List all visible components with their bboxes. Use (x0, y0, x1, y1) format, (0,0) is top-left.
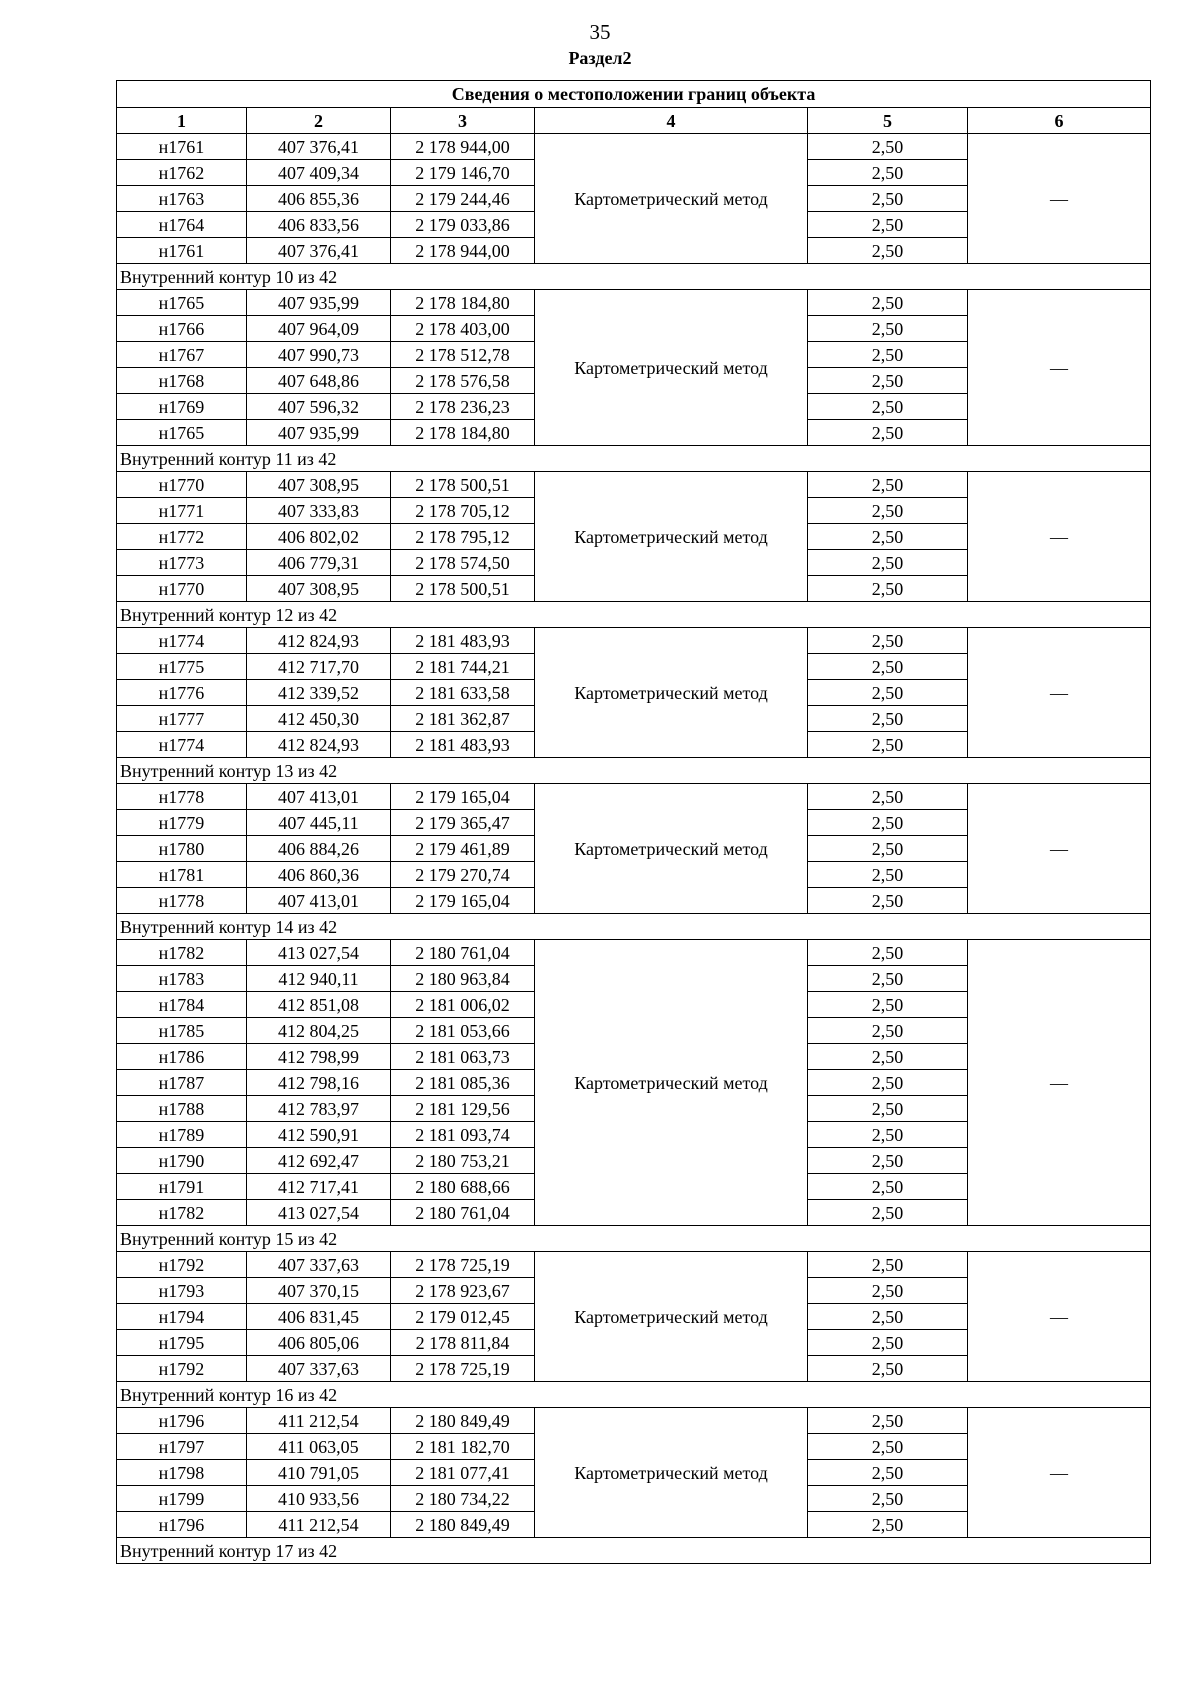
x-coordinate-cell: 407 370,15 (247, 1278, 391, 1304)
y-coordinate-cell: 2 178 576,58 (391, 368, 535, 394)
y-coordinate-cell: 2 180 849,49 (391, 1408, 535, 1434)
point-name-cell: н1789 (117, 1122, 247, 1148)
y-coordinate-cell: 2 178 705,12 (391, 498, 535, 524)
point-name-cell: н1777 (117, 706, 247, 732)
x-coordinate-cell: 412 798,16 (247, 1070, 391, 1096)
x-coordinate-cell: 412 717,70 (247, 654, 391, 680)
method-cell: Картометрический метод (535, 134, 808, 264)
point-name-cell: н1796 (117, 1408, 247, 1434)
accuracy-cell: 2,50 (808, 732, 968, 758)
point-name-cell: н1764 (117, 212, 247, 238)
accuracy-cell: 2,50 (808, 1278, 968, 1304)
y-coordinate-cell: 2 178 236,23 (391, 394, 535, 420)
x-coordinate-cell: 407 409,34 (247, 160, 391, 186)
accuracy-cell: 2,50 (808, 394, 968, 420)
section-title: Раздел2 (568, 48, 632, 68)
point-name-cell: н1784 (117, 992, 247, 1018)
table-row (117, 784, 1151, 810)
x-coordinate-cell: 407 376,41 (247, 238, 391, 264)
y-coordinate-cell: 2 178 923,67 (391, 1278, 535, 1304)
point-name-cell: н1779 (117, 810, 247, 836)
accuracy-cell: 2,50 (808, 706, 968, 732)
table-title: Сведения о местоположении границ объекта (117, 81, 1151, 108)
x-coordinate-cell: 412 717,41 (247, 1174, 391, 1200)
method-cell: Картометрический метод (535, 1408, 808, 1538)
point-name-cell: н1774 (117, 628, 247, 654)
column6-cell: — (968, 290, 1151, 446)
accuracy-cell: 2,50 (808, 134, 968, 160)
method-cell: Картометрический метод (535, 628, 808, 758)
y-coordinate-cell: 2 178 944,00 (391, 134, 535, 160)
y-coordinate-cell: 2 180 753,21 (391, 1148, 535, 1174)
y-coordinate-cell: 2 179 165,04 (391, 784, 535, 810)
point-name-cell: н1794 (117, 1304, 247, 1330)
point-name-cell: н1765 (117, 290, 247, 316)
accuracy-cell: 2,50 (808, 1408, 968, 1434)
accuracy-cell: 2,50 (808, 1044, 968, 1070)
accuracy-cell: 2,50 (808, 1174, 968, 1200)
column-header: 5 (808, 108, 968, 134)
x-coordinate-cell: 407 376,41 (247, 134, 391, 160)
x-coordinate-cell: 407 333,83 (247, 498, 391, 524)
point-name-cell: н1770 (117, 576, 247, 602)
y-coordinate-cell: 2 181 362,87 (391, 706, 535, 732)
table-row (117, 940, 1151, 966)
y-coordinate-cell: 2 178 500,51 (391, 576, 535, 602)
y-coordinate-cell: 2 179 270,74 (391, 862, 535, 888)
column-header: 4 (535, 108, 808, 134)
point-name-cell: н1771 (117, 498, 247, 524)
point-name-cell: н1786 (117, 1044, 247, 1070)
contour-label-row (117, 264, 1151, 290)
point-name-cell: н1782 (117, 1200, 247, 1226)
accuracy-cell: 2,50 (808, 186, 968, 212)
accuracy-cell: 2,50 (808, 628, 968, 654)
contour-label: Внутренний контур 16 из 42 (117, 1382, 1151, 1408)
y-coordinate-cell: 2 179 146,70 (391, 160, 535, 186)
x-coordinate-cell: 406 802,02 (247, 524, 391, 550)
point-name-cell: н1791 (117, 1174, 247, 1200)
x-coordinate-cell: 407 596,32 (247, 394, 391, 420)
accuracy-cell: 2,50 (808, 420, 968, 446)
point-name-cell: н1796 (117, 1512, 247, 1538)
x-coordinate-cell: 412 590,91 (247, 1122, 391, 1148)
accuracy-cell: 2,50 (808, 862, 968, 888)
table-row (117, 1252, 1151, 1278)
contour-label-row (117, 602, 1151, 628)
y-coordinate-cell: 2 181 633,58 (391, 680, 535, 706)
point-name-cell: н1793 (117, 1278, 247, 1304)
table-title-row (117, 81, 1151, 108)
point-name-cell: н1761 (117, 134, 247, 160)
y-coordinate-cell: 2 178 944,00 (391, 238, 535, 264)
accuracy-cell: 2,50 (808, 810, 968, 836)
x-coordinate-cell: 406 855,36 (247, 186, 391, 212)
y-coordinate-cell: 2 181 085,36 (391, 1070, 535, 1096)
y-coordinate-cell: 2 178 500,51 (391, 472, 535, 498)
accuracy-cell: 2,50 (808, 992, 968, 1018)
point-name-cell: н1767 (117, 342, 247, 368)
accuracy-cell: 2,50 (808, 238, 968, 264)
contour-label: Внутренний контур 17 из 42 (117, 1538, 1151, 1564)
point-name-cell: н1785 (117, 1018, 247, 1044)
accuracy-cell: 2,50 (808, 836, 968, 862)
point-name-cell: н1778 (117, 888, 247, 914)
x-coordinate-cell: 412 851,08 (247, 992, 391, 1018)
accuracy-cell: 2,50 (808, 1096, 968, 1122)
contour-label: Внутренний контур 13 из 42 (117, 758, 1151, 784)
point-name-cell: н1763 (117, 186, 247, 212)
accuracy-cell: 2,50 (808, 1200, 968, 1226)
column6-cell: — (968, 472, 1151, 602)
contour-label: Внутренний контур 15 из 42 (117, 1226, 1151, 1252)
x-coordinate-cell: 411 212,54 (247, 1512, 391, 1538)
point-name-cell: н1770 (117, 472, 247, 498)
y-coordinate-cell: 2 178 725,19 (391, 1252, 535, 1278)
y-coordinate-cell: 2 178 725,19 (391, 1356, 535, 1382)
method-cell: Картометрический метод (535, 1252, 808, 1382)
y-coordinate-cell: 2 181 006,02 (391, 992, 535, 1018)
accuracy-cell: 2,50 (808, 1356, 968, 1382)
contour-label: Внутренний контур 11 из 42 (117, 446, 1151, 472)
y-coordinate-cell: 2 181 483,93 (391, 628, 535, 654)
method-cell: Картометрический метод (535, 940, 808, 1226)
accuracy-cell: 2,50 (808, 576, 968, 602)
point-name-cell: н1762 (117, 160, 247, 186)
x-coordinate-cell: 410 791,05 (247, 1460, 391, 1486)
column6-cell: — (968, 784, 1151, 914)
y-coordinate-cell: 2 178 184,80 (391, 290, 535, 316)
accuracy-cell: 2,50 (808, 654, 968, 680)
method-cell: Картометрический метод (535, 784, 808, 914)
table-row (117, 290, 1151, 316)
point-name-cell: н1795 (117, 1330, 247, 1356)
y-coordinate-cell: 2 178 811,84 (391, 1330, 535, 1356)
y-coordinate-cell: 2 178 512,78 (391, 342, 535, 368)
x-coordinate-cell: 412 824,93 (247, 628, 391, 654)
point-name-cell: н1792 (117, 1356, 247, 1382)
column6-cell: — (968, 1408, 1151, 1538)
accuracy-cell: 2,50 (808, 1148, 968, 1174)
y-coordinate-cell: 2 181 063,73 (391, 1044, 535, 1070)
contour-label: Внутренний контур 14 из 42 (117, 914, 1151, 940)
x-coordinate-cell: 407 413,01 (247, 784, 391, 810)
point-name-cell: н1792 (117, 1252, 247, 1278)
x-coordinate-cell: 407 935,99 (247, 290, 391, 316)
y-coordinate-cell: 2 180 688,66 (391, 1174, 535, 1200)
page-number: 35 (589, 20, 611, 44)
column6-cell: — (968, 628, 1151, 758)
accuracy-cell: 2,50 (808, 342, 968, 368)
y-coordinate-cell: 2 181 053,66 (391, 1018, 535, 1044)
x-coordinate-cell: 406 884,26 (247, 836, 391, 862)
accuracy-cell: 2,50 (808, 1330, 968, 1356)
point-name-cell: н1776 (117, 680, 247, 706)
accuracy-cell: 2,50 (808, 290, 968, 316)
point-name-cell: н1799 (117, 1486, 247, 1512)
y-coordinate-cell: 2 179 033,86 (391, 212, 535, 238)
y-coordinate-cell: 2 179 244,46 (391, 186, 535, 212)
y-coordinate-cell: 2 180 761,04 (391, 1200, 535, 1226)
x-coordinate-cell: 407 337,63 (247, 1356, 391, 1382)
y-coordinate-cell: 2 181 483,93 (391, 732, 535, 758)
accuracy-cell: 2,50 (808, 498, 968, 524)
x-coordinate-cell: 406 831,45 (247, 1304, 391, 1330)
accuracy-cell: 2,50 (808, 472, 968, 498)
x-coordinate-cell: 412 824,93 (247, 732, 391, 758)
x-coordinate-cell: 411 063,05 (247, 1434, 391, 1460)
accuracy-cell: 2,50 (808, 1304, 968, 1330)
y-coordinate-cell: 2 179 165,04 (391, 888, 535, 914)
point-name-cell: н1772 (117, 524, 247, 550)
column6-cell: — (968, 1252, 1151, 1382)
accuracy-cell: 2,50 (808, 160, 968, 186)
y-coordinate-cell: 2 180 761,04 (391, 940, 535, 966)
point-name-cell: н1769 (117, 394, 247, 420)
x-coordinate-cell: 407 308,95 (247, 576, 391, 602)
x-coordinate-cell: 412 450,30 (247, 706, 391, 732)
x-coordinate-cell: 412 798,99 (247, 1044, 391, 1070)
point-name-cell: н1783 (117, 966, 247, 992)
accuracy-cell: 2,50 (808, 368, 968, 394)
x-coordinate-cell: 410 933,56 (247, 1486, 391, 1512)
point-name-cell: н1765 (117, 420, 247, 446)
x-coordinate-cell: 407 337,63 (247, 1252, 391, 1278)
accuracy-cell: 2,50 (808, 1070, 968, 1096)
table-body (117, 134, 1151, 1564)
point-name-cell: н1781 (117, 862, 247, 888)
column-header: 3 (391, 108, 535, 134)
point-name-cell: н1761 (117, 238, 247, 264)
contour-label-row (117, 914, 1151, 940)
x-coordinate-cell: 406 860,36 (247, 862, 391, 888)
point-name-cell: н1766 (117, 316, 247, 342)
x-coordinate-cell: 412 339,52 (247, 680, 391, 706)
x-coordinate-cell: 412 804,25 (247, 1018, 391, 1044)
y-coordinate-cell: 2 179 365,47 (391, 810, 535, 836)
x-coordinate-cell: 413 027,54 (247, 1200, 391, 1226)
accuracy-cell: 2,50 (808, 966, 968, 992)
table-row (117, 472, 1151, 498)
accuracy-cell: 2,50 (808, 1486, 968, 1512)
boundary-table (116, 80, 1151, 1564)
y-coordinate-cell: 2 178 184,80 (391, 420, 535, 446)
x-coordinate-cell: 412 940,11 (247, 966, 391, 992)
table-row (117, 134, 1151, 160)
accuracy-cell: 2,50 (808, 1512, 968, 1538)
y-coordinate-cell: 2 180 963,84 (391, 966, 535, 992)
point-name-cell: н1778 (117, 784, 247, 810)
accuracy-cell: 2,50 (808, 888, 968, 914)
point-name-cell: н1773 (117, 550, 247, 576)
y-coordinate-cell: 2 180 849,49 (391, 1512, 535, 1538)
accuracy-cell: 2,50 (808, 212, 968, 238)
contour-label: Внутренний контур 12 из 42 (117, 602, 1151, 628)
y-coordinate-cell: 2 181 182,70 (391, 1434, 535, 1460)
y-coordinate-cell: 2 181 077,41 (391, 1460, 535, 1486)
y-coordinate-cell: 2 178 795,12 (391, 524, 535, 550)
y-coordinate-cell: 2 181 744,21 (391, 654, 535, 680)
contour-label-row (117, 1226, 1151, 1252)
accuracy-cell: 2,50 (808, 680, 968, 706)
table-row (117, 1408, 1151, 1434)
column6-cell: — (968, 134, 1151, 264)
y-coordinate-cell: 2 179 461,89 (391, 836, 535, 862)
point-name-cell: н1798 (117, 1460, 247, 1486)
column-header-row (117, 108, 1151, 134)
x-coordinate-cell: 406 779,31 (247, 550, 391, 576)
x-coordinate-cell: 406 805,06 (247, 1330, 391, 1356)
column6-cell: — (968, 940, 1151, 1226)
accuracy-cell: 2,50 (808, 1434, 968, 1460)
y-coordinate-cell: 2 180 734,22 (391, 1486, 535, 1512)
method-cell: Картометрический метод (535, 290, 808, 446)
point-name-cell: н1790 (117, 1148, 247, 1174)
x-coordinate-cell: 407 308,95 (247, 472, 391, 498)
x-coordinate-cell: 412 783,97 (247, 1096, 391, 1122)
accuracy-cell: 2,50 (808, 1252, 968, 1278)
x-coordinate-cell: 407 445,11 (247, 810, 391, 836)
x-coordinate-cell: 407 413,01 (247, 888, 391, 914)
point-name-cell: н1780 (117, 836, 247, 862)
y-coordinate-cell: 2 178 574,50 (391, 550, 535, 576)
accuracy-cell: 2,50 (808, 940, 968, 966)
x-coordinate-cell: 406 833,56 (247, 212, 391, 238)
x-coordinate-cell: 413 027,54 (247, 940, 391, 966)
contour-label-row (117, 446, 1151, 472)
contour-label-row (117, 1382, 1151, 1408)
y-coordinate-cell: 2 178 403,00 (391, 316, 535, 342)
contour-label-row (117, 1538, 1151, 1564)
accuracy-cell: 2,50 (808, 1018, 968, 1044)
point-name-cell: н1768 (117, 368, 247, 394)
method-cell: Картометрический метод (535, 472, 808, 602)
accuracy-cell: 2,50 (808, 316, 968, 342)
point-name-cell: н1787 (117, 1070, 247, 1096)
accuracy-cell: 2,50 (808, 550, 968, 576)
accuracy-cell: 2,50 (808, 784, 968, 810)
contour-label: Внутренний контур 10 из 42 (117, 264, 1151, 290)
point-name-cell: н1782 (117, 940, 247, 966)
x-coordinate-cell: 411 212,54 (247, 1408, 391, 1434)
point-name-cell: н1775 (117, 654, 247, 680)
accuracy-cell: 2,50 (808, 524, 968, 550)
point-name-cell: н1797 (117, 1434, 247, 1460)
column-header: 1 (117, 108, 247, 134)
column-header: 6 (968, 108, 1151, 134)
table-row (117, 628, 1151, 654)
y-coordinate-cell: 2 179 012,45 (391, 1304, 535, 1330)
x-coordinate-cell: 407 990,73 (247, 342, 391, 368)
y-coordinate-cell: 2 181 093,74 (391, 1122, 535, 1148)
point-name-cell: н1788 (117, 1096, 247, 1122)
x-coordinate-cell: 407 964,09 (247, 316, 391, 342)
contour-label-row (117, 758, 1151, 784)
y-coordinate-cell: 2 181 129,56 (391, 1096, 535, 1122)
point-name-cell: н1774 (117, 732, 247, 758)
column-header: 2 (247, 108, 391, 134)
accuracy-cell: 2,50 (808, 1460, 968, 1486)
x-coordinate-cell: 407 648,86 (247, 368, 391, 394)
accuracy-cell: 2,50 (808, 1122, 968, 1148)
x-coordinate-cell: 407 935,99 (247, 420, 391, 446)
x-coordinate-cell: 412 692,47 (247, 1148, 391, 1174)
